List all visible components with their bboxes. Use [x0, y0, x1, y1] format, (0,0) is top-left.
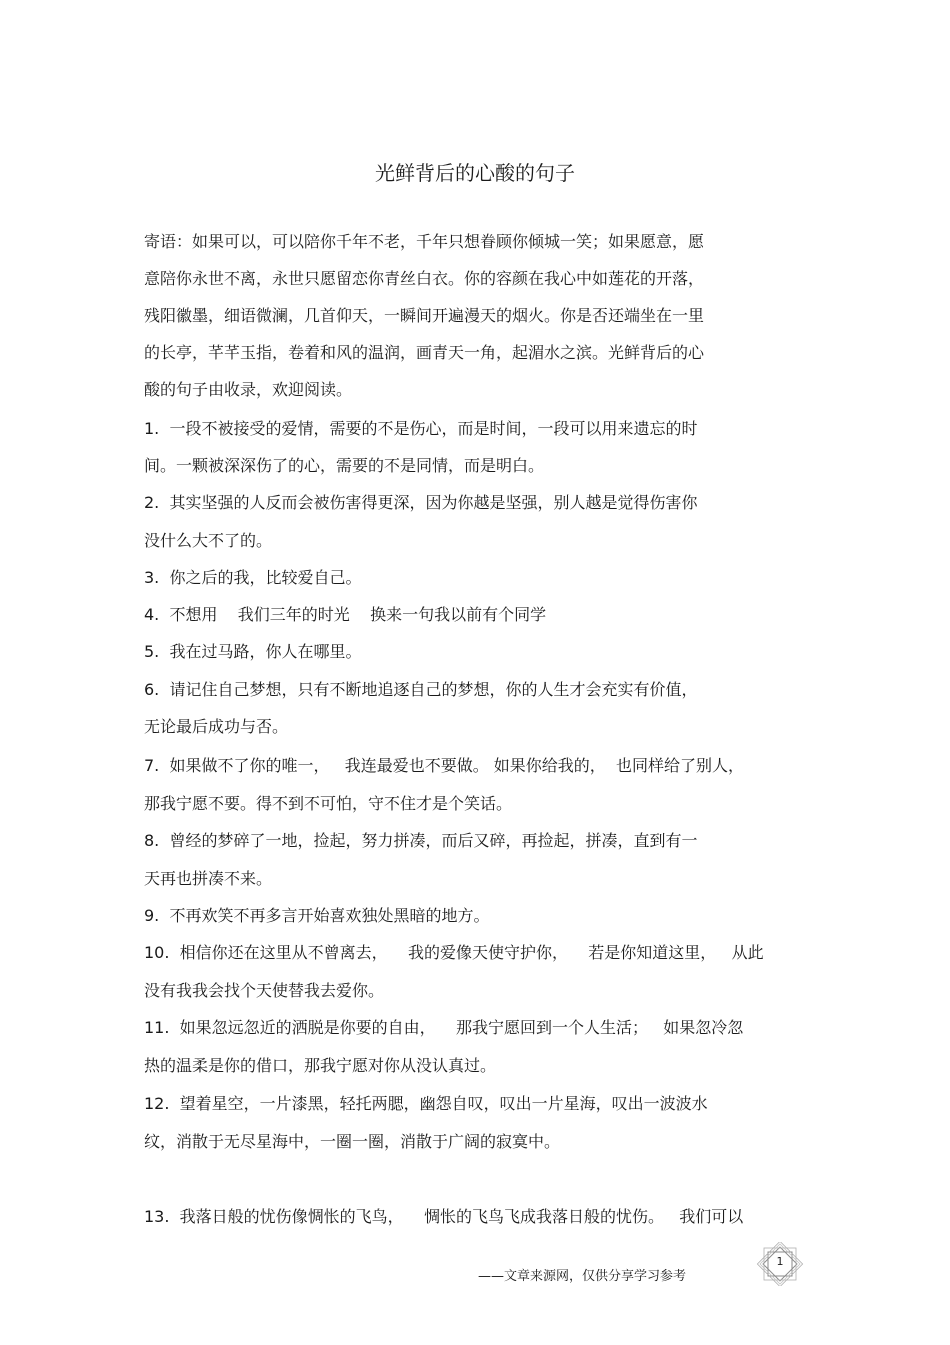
page-number: 1	[776, 1255, 784, 1268]
item-6-line-2: 无论最后成功与否。	[144, 717, 289, 736]
item-7-line-1: 7. 如果做不了你的唯一， 我连最爱也不要做。 如果你给我的， 也同样给了别人，	[144, 756, 744, 775]
item-13-line-1: 13. 我落日般的忧伤像惆怅的飞鸟， 惆怅的飞鸟飞成我落日般的忧伤。 我们可以	[144, 1207, 744, 1226]
item-3: 3. 你之后的我，比较爱自己。	[144, 568, 362, 587]
item-5: 5. 我在过马路，你人在哪里。	[144, 642, 362, 661]
item-12-line-1: 12. 望着星空，一片漆黑，轻托两腮，幽怨自叹，叹出一片星海，叹出一波波水	[144, 1094, 708, 1113]
intro-line-3: 残阳徽墨，细语微澜，几首仰天，一瞬间开遍漫天的烟火。你是否还端坐在一里	[144, 306, 705, 325]
intro-line-5: 酸的句子由收录，欢迎阅读。	[144, 380, 353, 399]
intro-line-2: 意陪你永世不离，永世只愿留恋你青丝白衣。你的容颜在我心中如莲花的开落，	[144, 269, 705, 288]
item-2-line-2: 没什么大不了的。	[144, 531, 273, 550]
document-title: 光鲜背后的心酸的句子	[375, 161, 575, 185]
item-1-line-1: 1. 一段不被接受的爱情，需要的不是伤心，而是时间，一段可以用来遗忘的时	[144, 419, 698, 438]
item-11-line-2: 热的温柔是你的借口，那我宁愿对你从没认真过。	[144, 1056, 497, 1075]
item-11-line-1: 11. 如果忽远忽近的洒脱是你要的自由， 那我宁愿回到一个人生活； 如果忽冷忽	[144, 1018, 744, 1037]
intro-line-1: 寄语：如果可以，可以陪你千年不老，千年只想眷顾你倾城一笑；如果愿意，愿	[144, 232, 705, 251]
footer-source-note: ——文章来源网，仅供分享学习参考	[478, 1269, 687, 1284]
item-2-line-1: 2. 其实坚强的人反而会被伤害得更深，因为你越是坚强，别人越是觉得伤害你	[144, 493, 698, 512]
item-10-line-2: 没有我我会找个天使替我去爱你。	[144, 981, 385, 1000]
item-6-line-1: 6. 请记住自己梦想，只有不断地追逐自己的梦想，你的人生才会充实有价值，	[144, 680, 698, 699]
item-1-line-2: 间。一颗被深深伤了的心，需要的不是同情，而是明白。	[144, 456, 545, 475]
item-8-line-2: 天再也拼凑不来。	[144, 869, 273, 888]
item-9: 9. 不再欢笑不再多言开始喜欢独处黑暗的地方。	[144, 906, 490, 925]
item-12-line-2: 纹，消散于无尽星海中，一圈一圈，消散于广阔的寂寞中。	[144, 1132, 561, 1151]
item-7-line-2: 那我宁愿不要。得不到不可怕，守不住才是个笑话。	[144, 794, 513, 813]
item-8-line-1: 8. 曾经的梦碎了一地，捡起，努力拼凑，而后又碎，再捡起，拼凑，直到有一	[144, 831, 698, 850]
item-10-line-1: 10. 相信你还在这里从不曾离去， 我的爱像天使守护你， 若是你知道这里， 从此	[144, 943, 764, 962]
item-4: 4. 不想用 我们三年的时光 换来一句我以前有个同学	[144, 605, 547, 624]
intro-line-4: 的长亭，芊芊玉指，卷着和风的温润，画青天一角，起湄水之滨。光鲜背后的心	[144, 343, 705, 362]
